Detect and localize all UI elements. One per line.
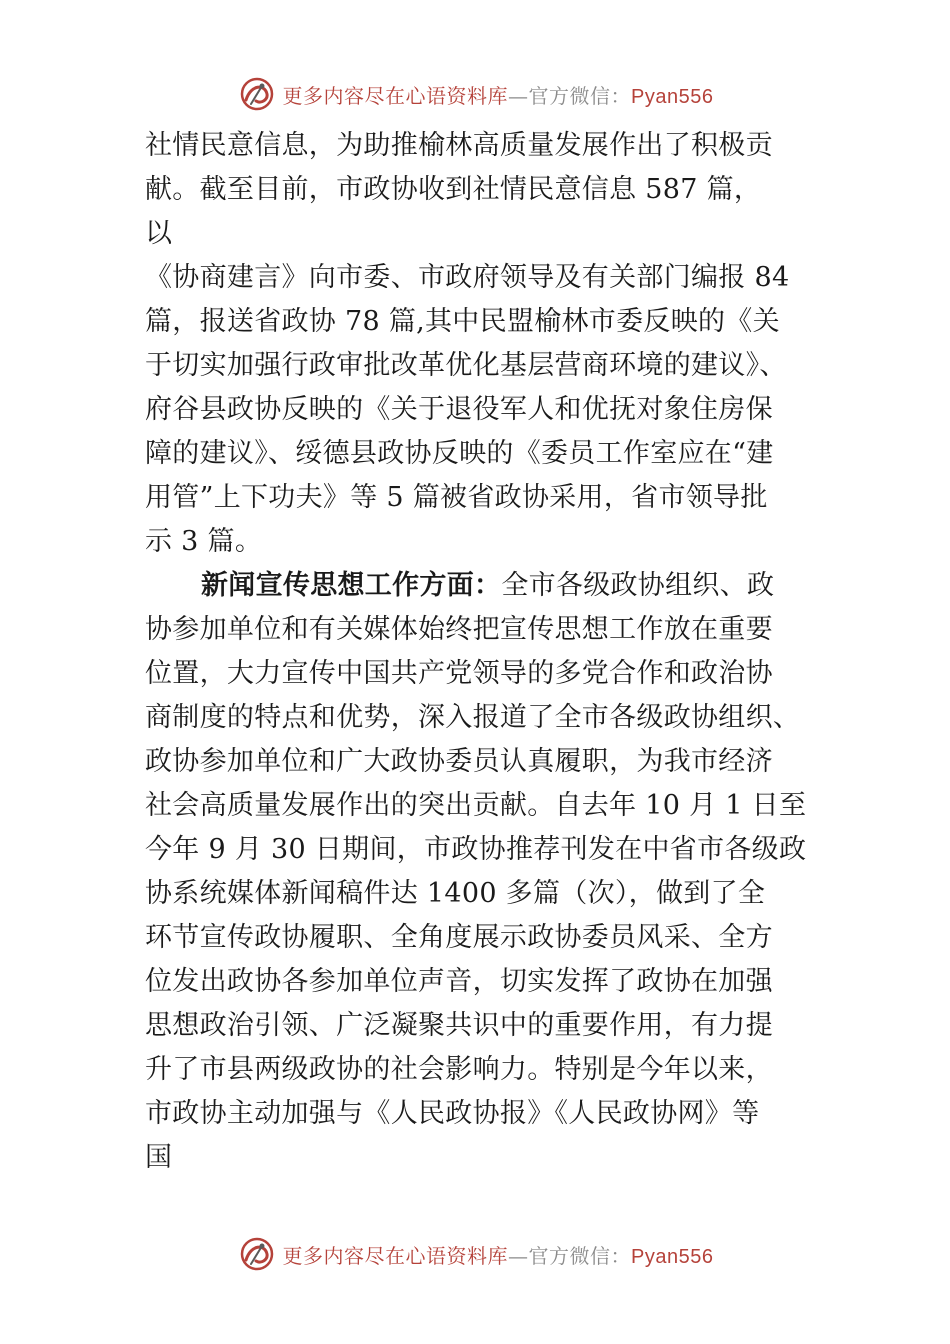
footer-banner — [0, 1232, 950, 1276]
document-body — [145, 124, 845, 1180]
header-banner-text — [283, 80, 714, 109]
footer-banner-text — [283, 1240, 714, 1269]
body-line: 升了市县两级政协的社会影响力。特别是今年以来， — [145, 1054, 773, 1085]
body-line: 市政协主动加强与《人民政协报》《人民政协网》等 — [145, 1098, 760, 1129]
body-line: 障的建议》、绥德县政协反映的《委员工作室应在“建 — [145, 438, 774, 469]
body-line: 协参加单位和有关媒体始终把宣传思想工作放在重要 — [145, 614, 773, 645]
footer-banner-main: 更多内容尽在心语资料库 — [282, 1243, 509, 1268]
body-line: 献。截至目前，市政协收到社情民意信息 587 篇， — [145, 174, 762, 205]
body-line: 用管”上下功夫》等 5 篇被省政协采用，省市领导批 — [145, 482, 768, 513]
section-heading: 新闻宣传思想工作方面： — [201, 570, 502, 601]
body-line: 示 3 篇。 — [145, 526, 263, 557]
body-line: 社情民意信息，为助推榆林高质量发展作出了积极贡 — [145, 130, 773, 161]
header-banner-main: 更多内容尽在心语资料库 — [282, 83, 509, 108]
body-line-rest: 全市各级政协组织、政 — [501, 570, 775, 601]
body-line: 政协参加单位和广大政协委员认真履职，为我市经济 — [145, 746, 773, 777]
body-line: 商制度的特点和优势，深入报道了全市各级政协组织、 — [145, 702, 801, 733]
body-line: 今年 9 月 30 日期间，市政协推荐刊发在中省市各级政 — [145, 834, 807, 865]
body-line: 思想政治引领、广泛凝聚共识中的重要作用，有力提 — [145, 1010, 773, 1041]
body-line: 《协商建言》向市委、市政府领导及有关部门编报 84 — [145, 262, 790, 293]
body-line: 以 — [145, 218, 173, 249]
body-line: 社会高质量发展作出的突出贡献。自去年 10 月 1 日至 — [145, 790, 807, 821]
body-line: 国 — [145, 1142, 173, 1173]
header-banner — [0, 72, 950, 116]
body-line: 于切实加强行政审批改革优化基层营商环境的建议》、 — [145, 350, 787, 381]
header-banner-dash: —官方微信： — [508, 83, 632, 108]
footer-banner-id: Pyan556 — [631, 1245, 714, 1268]
body-line: 协系统媒体新闻稿件达 1400 多篇（次），做到了全 — [145, 878, 766, 909]
body-line: 环节宣传政协履职、全角度展示政协委员风采、全方 — [145, 922, 773, 953]
red-swirl-logo-icon — [237, 74, 277, 114]
footer-banner-dash: —官方微信： — [508, 1243, 632, 1268]
body-line: 篇，报送省政协 78 篇,其中民盟榆林市委反映的《关 — [145, 306, 780, 337]
body-line: 位置，大力宣传中国共产党领导的多党合作和政治协 — [145, 658, 773, 689]
body-line: 府谷县政协反映的《关于退役军人和优抚对象住房保 — [145, 394, 773, 425]
paragraph-heading-line — [145, 564, 845, 608]
header-banner-id: Pyan556 — [631, 85, 714, 108]
red-swirl-logo-icon — [237, 1234, 277, 1274]
body-line: 位发出政协各参加单位声音，切实发挥了政协在加强 — [145, 966, 773, 997]
